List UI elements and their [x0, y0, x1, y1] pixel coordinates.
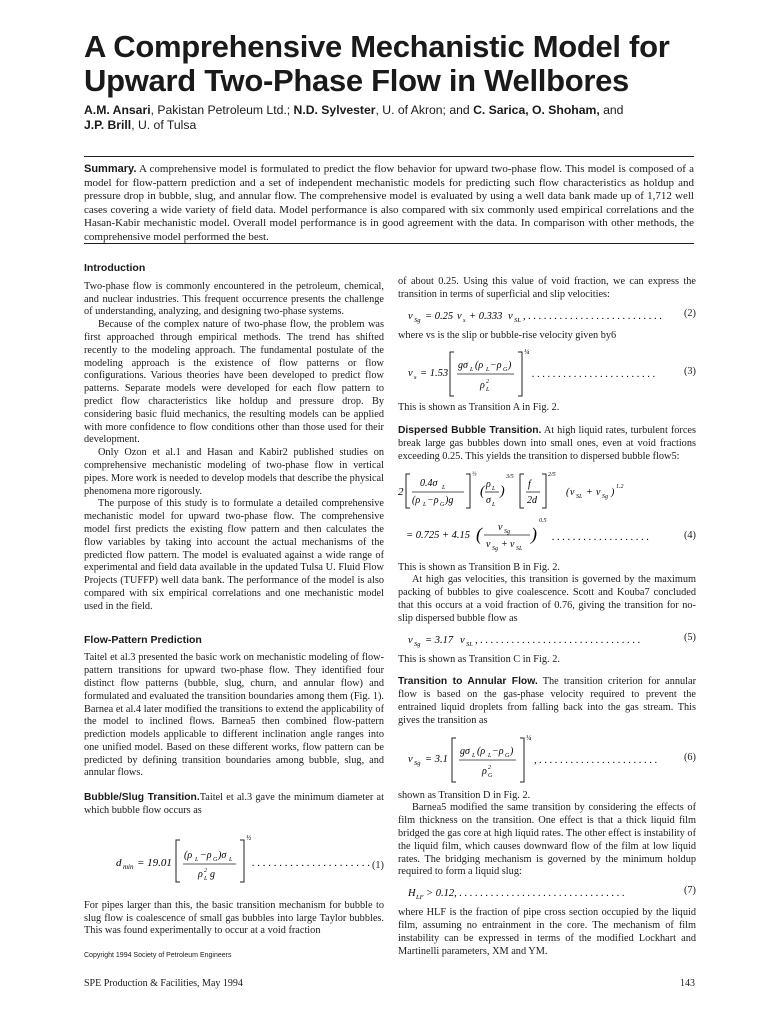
- svg-text:= 0.725 + 4.15: = 0.725 + 4.15: [406, 529, 471, 541]
- author-name: N.D. Sylvester: [293, 103, 376, 117]
- svg-text:(ρ: (ρ: [477, 745, 486, 757]
- svg-text:G: G: [440, 501, 445, 508]
- svg-text:G: G: [505, 752, 510, 759]
- svg-text:ρ: ρ: [198, 868, 203, 880]
- svg-text:L: L: [492, 501, 496, 508]
- svg-text:= 19.01: = 19.01: [137, 856, 172, 869]
- equation-3: [398, 346, 696, 400]
- svg-text:G: G: [213, 856, 218, 863]
- svg-text:(: (: [566, 486, 570, 498]
- svg-text:v: v: [408, 753, 413, 765]
- svg-text:2: 2: [486, 379, 489, 386]
- svg-text:½: ½: [472, 471, 477, 478]
- svg-text:v: v: [408, 634, 413, 646]
- svg-text:(ρ: (ρ: [184, 849, 193, 861]
- svg-text:gσ: gσ: [458, 360, 468, 372]
- paragraph: The transition criterion for annular flow is based on the gas-phase velocity required to prevent the entrained liquid droplets from falling back into the gas stream. This gives the transition as: [398, 676, 696, 726]
- svg-text:−ρ: −ρ: [492, 745, 504, 757]
- author-name: C. Sarica, O. Shoham,: [473, 103, 600, 117]
- svg-text:L: L: [229, 856, 233, 863]
- svg-text:ρ: ρ: [486, 478, 491, 490]
- svg-text:): ): [611, 486, 615, 498]
- paragraph: Because of the complex nature of two-phase flow, the problem was first approached through empirical methods. The trend has shifted recently to the modeling approach. The fundamental postulate of the modeling approach is the existence of flow patterns or flow configurations. Various theories have been developed to predict flow patterns. Separate models were developed for each flow pattern to predict flow characteristics like holdup and pressure drop. By considering basic fluid mechanics, the resulting models can be applied with more confidence to flow conditions other than those used for their development.: [84, 319, 384, 446]
- svg-text:min: min: [123, 862, 134, 871]
- svg-text:0.5: 0.5: [539, 517, 547, 524]
- svg-text:0.4σ: 0.4σ: [420, 477, 438, 489]
- svg-text:½: ½: [246, 833, 252, 842]
- equation-6: [398, 732, 696, 786]
- svg-text:2: 2: [488, 764, 491, 771]
- paragraph: shown as Transition D in Fig. 2.: [398, 789, 531, 801]
- svg-text:, . . . . . . . . . . . . . .: , . . . . . . . . . . . . . . . . . . . . . . .: [534, 754, 658, 766]
- svg-text:L: L: [486, 367, 490, 374]
- equation-7-graphic: [398, 883, 696, 903]
- svg-text:> 0.12, . . . . . . . . . . .: > 0.12, . . . . . . . . . . . . . . . . . . . . . . . . . . . . . . . .: [426, 888, 625, 900]
- summary-bottom-rule: [84, 243, 694, 244]
- equation-4: [398, 468, 696, 558]
- svg-text:+: +: [501, 538, 508, 550]
- paragraph: Two-phase flow is commonly encountered in the petroleum, chemical, and nuclear industries. This frequent occurrence presents the challenge of understanding, analyzing, and designing two-phase systems.: [84, 280, 384, 318]
- equation-number: (1): [371, 859, 384, 871]
- paragraph: Taitel et al.3 presented the basic work on mechanistic modeling of flow-pattern transitions for upward two-phase flow. They identified four distinct flow patterns (bubble, slug, churn, and annular flow) and formulated and evaluated the transition boundaries among them (Fig. 1). Barnea et al.4 later modified the transitions to extend the applicability of the model to inclined flows. Barnea5 then combined flow-pattern prediction models applicable to different inclination angle ranges into one unified model. Based on these different works, flow pattern can be predicted by defining transition boundaries among bubble, slug, and annular flows.: [84, 652, 384, 779]
- svg-text:v: v: [460, 634, 465, 646]
- svg-text:2: 2: [204, 867, 207, 874]
- paragraph: Barnea5 modified the same transition by considering the effects of film thickness on the transition. One effect is that a thick liquid film bridged the gas core at high liquid rates. The other effect is instability of the liquid film, which causes downward flow of the film at low liquid rates. The bridging mechanism is governed by the minimum holdup required to form a liquid slug:: [398, 802, 696, 878]
- svg-text:2d: 2d: [527, 494, 537, 506]
- svg-text:. . . . . . . . . . . . . . .: . . . . . . . . . . . . . . . . . . . . . . . .: [532, 369, 656, 381]
- svg-text:, . . . . . . . . . . . . . .: , . . . . . . . . . . . . . . . . . . . . . . . . . .: [523, 310, 663, 322]
- svg-text:2/5: 2/5: [548, 471, 556, 478]
- equation-number: (2): [683, 307, 696, 319]
- equation-5-graphic: [398, 630, 696, 650]
- introduction-heading: Introduction: [84, 262, 146, 274]
- equation-7: [398, 883, 696, 903]
- equation-1-graphic: [84, 828, 384, 892]
- svg-text:s: s: [463, 316, 466, 324]
- left-column: [84, 262, 384, 938]
- svg-text:): ): [500, 483, 505, 499]
- svg-text:σ: σ: [486, 494, 491, 506]
- svg-text:SL: SL: [466, 640, 473, 648]
- svg-text:L: L: [204, 875, 208, 882]
- svg-text:L: L: [472, 752, 476, 759]
- equation-5: [398, 630, 696, 650]
- author-line: [84, 103, 724, 133]
- svg-text:v: v: [596, 486, 601, 498]
- svg-text:−ρ: −ρ: [200, 849, 212, 861]
- summary-label: Summary.: [84, 163, 137, 175]
- svg-text:. . . . . . . . . . . . . . .: . . . . . . . . . . . . . . . . . . . . . .: [252, 856, 371, 869]
- paragraph: Only Ozon et al.1 and Hasan and Kabir2 published studies on comprehensive mechanistic modeling of two-phase flow in vertical pipes. More work is needed to develop models that describe the physical phenomena more rigorously.: [84, 447, 384, 497]
- svg-text:= 1.53: = 1.53: [420, 368, 449, 380]
- svg-text:(ρ: (ρ: [475, 360, 484, 372]
- paragraph: At high gas velocities, this transition is governed by the maximum packing of bubbles to give coalescence. Scott and Kouba7 concluded that this occurs at a void fraction of 0.76, giving the transition for no-slip dispersed bubble flow as: [398, 574, 696, 624]
- paragraph: At high liquid rates, turbulent forces break large gas bubbles down into small ones, even at void fractions exceeding 0.25. This yields the transition to dispersed bubble flow5:: [398, 425, 696, 462]
- author-affiliation: , U. of Akron; and: [375, 103, 474, 117]
- paragraph: This is shown as Transition C in Fig. 2.: [398, 653, 560, 665]
- equation-6-graphic: [398, 732, 696, 786]
- paragraph: This is shown as Transition A in Fig. 2.: [398, 402, 560, 414]
- bubble-slug-heading: Bubble/Slug Transition.: [84, 792, 200, 804]
- paragraph: of about 0.25. Using this value of void fraction, we can express the transition in terms of superficial and slip velocities:: [398, 276, 696, 300]
- svg-text:gσ: gσ: [460, 745, 470, 757]
- equation-1: [84, 828, 384, 892]
- svg-text:+: +: [586, 486, 593, 498]
- svg-text:= 0.25: = 0.25: [425, 310, 454, 322]
- svg-text:SL: SL: [514, 316, 521, 324]
- svg-text:(: (: [476, 523, 482, 544]
- svg-text:L: L: [195, 856, 199, 863]
- svg-text:SL: SL: [516, 545, 523, 552]
- equation-number: (7): [683, 885, 696, 897]
- svg-text:s: s: [414, 374, 417, 382]
- equation-number: (6): [683, 751, 696, 763]
- svg-text:+ 0.333: + 0.333: [469, 310, 503, 322]
- svg-text:): ): [510, 745, 514, 757]
- author-affiliation: and: [599, 103, 624, 117]
- svg-text:L: L: [486, 387, 490, 394]
- svg-text:, . . . . . . . . . . . . . .: , . . . . . . . . . . . . . . . . . . . . . . . . . . . . . . .: [475, 634, 641, 646]
- svg-text:Sg: Sg: [414, 759, 421, 767]
- svg-text:1.2: 1.2: [616, 483, 624, 490]
- svg-text:−ρ: −ρ: [427, 494, 439, 506]
- journal-footer: SPE Production & Facilities, May 1994: [84, 978, 243, 989]
- svg-text:v: v: [457, 310, 462, 322]
- svg-text:Sg: Sg: [414, 640, 421, 648]
- svg-text:v: v: [408, 310, 413, 322]
- svg-text:d: d: [116, 856, 122, 869]
- svg-text:)g: )g: [445, 494, 454, 506]
- svg-text:v: v: [498, 521, 503, 533]
- paragraph: This is shown as Transition B in Fig. 2.: [398, 561, 560, 573]
- equation-4-graphic: [398, 468, 696, 558]
- svg-text:v: v: [486, 538, 491, 550]
- summary-block: [84, 163, 694, 244]
- svg-text:): ): [508, 360, 512, 372]
- svg-text:−ρ: −ρ: [490, 360, 502, 372]
- paragraph: where HLF is the fraction of pipe cross section occupied by the liquid film, assuming no entrainment in the core. The mechanism of film instability can be expressed in terms of the modified Lockhart and Martinelli parameters, XM and YM.: [398, 907, 696, 957]
- svg-text:G: G: [503, 367, 508, 374]
- svg-text:L: L: [423, 501, 427, 508]
- svg-text:)σ: )σ: [218, 849, 227, 861]
- annular-transition-heading: Transition to Annular Flow.: [398, 676, 538, 688]
- svg-text:H: H: [408, 888, 416, 900]
- equation-number: (3): [683, 366, 696, 378]
- svg-text:LF: LF: [416, 894, 424, 902]
- author-affiliation: , Pakistan Petroleum Ltd.;: [150, 103, 294, 117]
- equation-2-graphic: [398, 306, 696, 326]
- summary-top-rule: [84, 156, 694, 157]
- equation-3-graphic: [398, 346, 696, 400]
- author-affiliation: , U. of Tulsa: [131, 118, 197, 132]
- svg-text:Sg: Sg: [414, 316, 421, 324]
- equation-number: (4): [683, 529, 696, 541]
- right-column: [398, 276, 696, 958]
- svg-text:Sg: Sg: [504, 528, 510, 535]
- svg-text:Sg: Sg: [602, 493, 608, 500]
- paragraph: For pipes larger than this, the basic transition mechanism for bubble to slug flow is coalescence of small gas bubbles into large Taylor bubbles. This was found experimentally to occur at a void fraction: [84, 899, 384, 937]
- svg-text:g: g: [210, 868, 215, 880]
- svg-text:L: L: [470, 367, 474, 374]
- svg-text:L: L: [492, 485, 496, 492]
- svg-text:ρ: ρ: [482, 765, 487, 777]
- author-name: J.P. Brill: [84, 118, 132, 132]
- summary-text: A comprehensive model is formulated to predict the flow behavior for upward two-phase flow. This model is composed of a model for flow-pattern prediction and a set of independent mechanistic models for predicting such flow characteristics as holdup and pressure drop in bubble, slug, and annular flow. The comprehensive model is evaluated by using a well data bank made up of 1,712 well cases covering a wide variety of field data. Model performance is also compared with six commonly used empirical correlations and the Hasan-Kabir mechanistic model. Overall model performance is in good agreement with the data. In comparison with other methods, the comprehensive model performed the best.: [84, 163, 694, 243]
- paper-title: A Comprehensive Mechanistic Model for Upward Two-Phase Flow in Wellbores: [84, 29, 670, 98]
- page-number: 143: [680, 978, 695, 989]
- svg-text:2: 2: [398, 485, 404, 498]
- svg-text:G: G: [488, 772, 493, 779]
- svg-text:L: L: [442, 484, 446, 491]
- svg-text:(ρ: (ρ: [412, 494, 421, 506]
- svg-text:3/5: 3/5: [506, 473, 514, 480]
- svg-text:. . . . . . . . . . . . . . .: . . . . . . . . . . . . . . . . . . .: [552, 531, 650, 543]
- svg-text:v: v: [570, 486, 575, 498]
- svg-text:v: v: [510, 538, 515, 550]
- dispersed-bubble-heading: Dispersed Bubble Transition.: [398, 425, 542, 437]
- svg-text:): ): [531, 523, 537, 544]
- svg-text:ρ: ρ: [480, 380, 485, 392]
- svg-text:SL: SL: [576, 493, 583, 500]
- flow-pattern-heading: Flow-Pattern Prediction: [84, 633, 202, 646]
- paragraph: Taitel et al.3 gave the minimum diameter at which bubble flow occurs as: [84, 792, 384, 817]
- svg-text:= 3.1: = 3.1: [425, 753, 448, 765]
- equation-number: (5): [683, 631, 696, 643]
- svg-text:¼: ¼: [524, 348, 530, 357]
- copyright-notice: Copyright 1994 Society of Petroleum Engineers: [84, 952, 232, 959]
- paragraph: where vs is the slip or bubble-rise velocity given by6: [398, 329, 617, 341]
- svg-text:L: L: [488, 752, 492, 759]
- paragraph: The purpose of this study is to formulate a detailed comprehensive mechanistic model for upward two-phase flow. The comprehensive model first predicts the existing flow pattern and then calculates the flow variables by taking into account the actual mechanisms of the predicted flow pattern. The model is evaluated against a wide range of experimental and field data available in the updated Tulsa U. Fluid Flow Projects (TUFFP) well data bank. The performance of the model is also compared with six empirical correlations and one mechanistic model used in the field.: [84, 498, 384, 612]
- svg-text:f: f: [528, 478, 531, 490]
- svg-text:Sg: Sg: [492, 545, 498, 552]
- svg-text:= 3.17: = 3.17: [425, 634, 454, 646]
- svg-text:v: v: [408, 368, 413, 380]
- equation-2: [398, 306, 696, 326]
- svg-text:v: v: [508, 310, 513, 322]
- svg-text:(: (: [480, 483, 485, 499]
- svg-text:¼: ¼: [526, 733, 532, 742]
- author-name: A.M. Ansari: [84, 103, 151, 117]
